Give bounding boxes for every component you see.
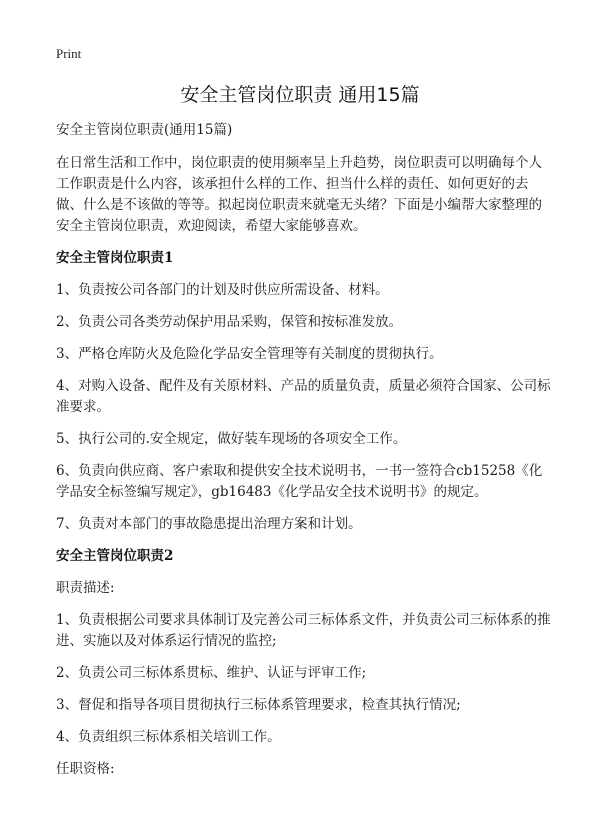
document-body xyxy=(56,120,552,791)
document-subtitle: 安全主管岗位职责(通用15篇) xyxy=(56,122,233,138)
intro-paragraph: 在日常生活和工作中，岗位职责的使用频率呈上升趋势，岗位职责可以明确每个人工作职责是什么内容，该承担什么样的工作、担当什么样的责任、如何更好的去做、什么是不该做的等等。拟起岗位职责来就毫无头绪？下面是小编帮大家整理的安全主管岗位职责，欢迎阅读，希望大家能够喜欢。 xyxy=(56,155,542,234)
qualifications-label: 任职资格: xyxy=(56,761,115,777)
duties-label: 职责描述: xyxy=(56,580,115,596)
list-item: 2、负责公司各类劳动保护用品采购，保管和按标准发放。 xyxy=(56,314,403,330)
print-link[interactable]: Print xyxy=(56,46,82,61)
list-item: 3、督促和指导各项目贯彻执行三标体系管理要求，检查其执行情况; xyxy=(56,697,461,713)
list-item: 4、负责组织三标体系相关培训工作。 xyxy=(56,729,281,745)
list-item: 5、执行公司的.安全规定，做好装车现场的各项安全工作。 xyxy=(56,431,407,447)
list-item: 4、对购入设备、配件及有关原材料、产品的质量负责，质量必须符合国家、公司标准要求。 xyxy=(56,378,551,415)
list-item: 1、负责按公司各部门的计划及时供应所需设备、材料。 xyxy=(56,282,389,298)
list-item: 3、严格仓库防火及危险化学品安全管理等有关制度的贯彻执行。 xyxy=(56,346,443,362)
page-title: 安全主管岗位职责 通用15篇 xyxy=(180,84,420,106)
list-item: 6、负责向供应商、客户索取和提供安全技术说明书，一书一签符合cb15258《化学品安全标签编写规定》，gb16483《化学品安全技术说明书》的规定。 xyxy=(56,463,543,500)
list-item: 7、负责对本部门的事故隐患提出治理方案和计划。 xyxy=(56,516,362,532)
section-heading-2: 安全主管岗位职责2 xyxy=(56,548,174,564)
section-heading-1: 安全主管岗位职责1 xyxy=(56,250,174,266)
list-item: 1、负责根据公司要求具体制订及完善公司三标体系文件，并负责公司三标体系的推进、实施以及对体系运行情况的监控; xyxy=(56,612,551,649)
list-item: 2、负责公司三标体系贯标、维护、认证与评审工作; xyxy=(56,665,367,681)
